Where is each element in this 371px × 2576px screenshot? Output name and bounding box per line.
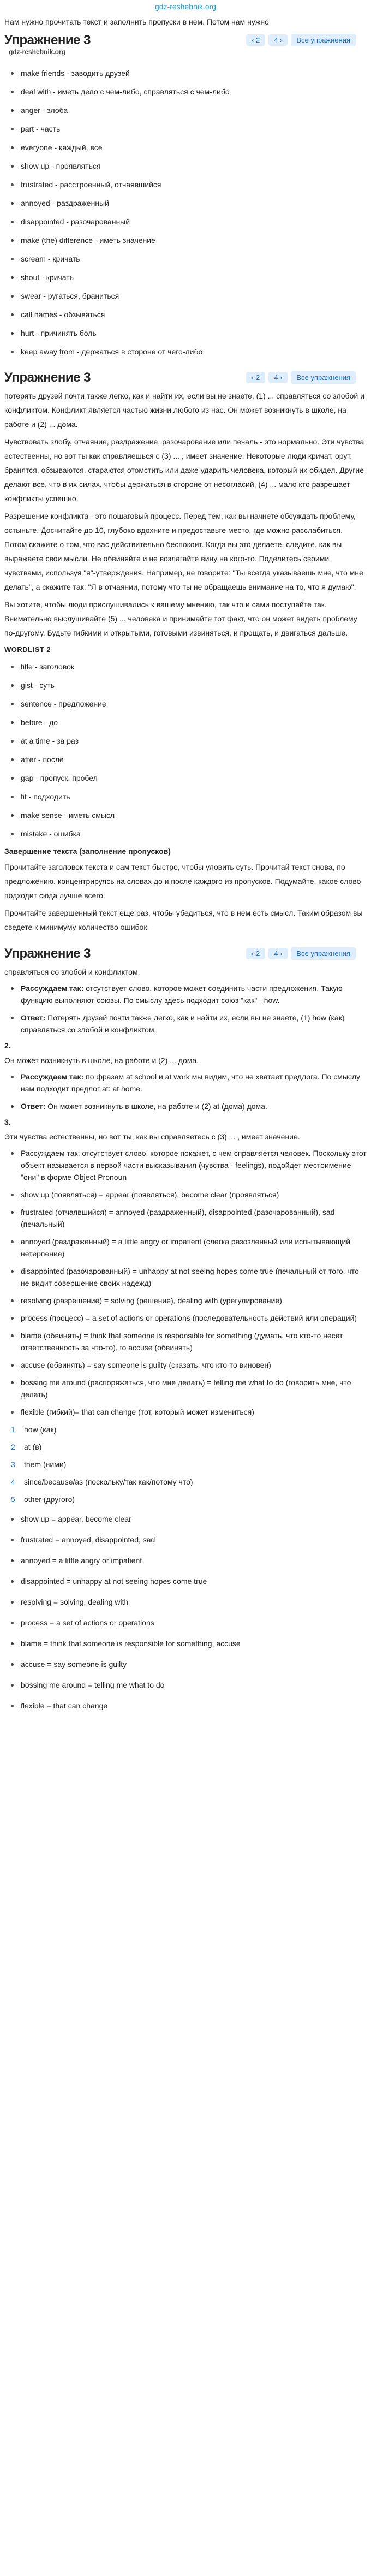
synonym-item: process = a set of actions or operations (10, 1617, 367, 1629)
explanation-item: bossing me around (распоряжаться, что мне делать) = telling me what to do (говорить мне, что делать) (4, 1376, 367, 1400)
explanation-item: blame (обвинять) = think that someone is responsible for something (думать, что кто-то несет ответственность за что-то), to accuse (обвинять) (4, 1329, 367, 1354)
reasoning-text: по фразам at school и at work мы видим, что не хватает предлога. По смыслу нам подходит предлог at: at home. (21, 1072, 361, 1093)
exercise-nav-2 (246, 371, 356, 384)
exercise-2-paragraph: Разрешение конфликта - это пошаговый процесс. Перед тем, как вы начнете обсуждать проблему, остыньте. Досчитайте до 10, глубоко вдохните и предоставьте место, где можно расслабиться. Потом скажите о том, что вас действительно беспокоит. Когда вы это делаете, следите, как вы выражаете свои мысли. Не обвиняйте и не возлагайте вину на кого-то. Поделитесь своими чувствами, используя "я"-утверждения. Например, не говорите: "Ты всегда указываешь мне, что мне делать", а скажите так: "Я в отчаянии, потому что ты не обращаешь внимание на то, что я думаю". (4, 512, 363, 591)
answer-3-block (4, 1147, 367, 1418)
synonym-item: annoyed = a little angry or impatient (10, 1554, 367, 1566)
vocabulary-list-1 (4, 68, 367, 357)
vocabulary-item: everyone - каждый, все (10, 142, 367, 153)
wordlist-item: after - после (10, 754, 367, 765)
reasoning-text: Он может возникнуть в школе, на работе и (2) at (дома) дома. (45, 1102, 267, 1111)
explanation-item: annoyed (раздраженный) = a little angry or impatient (слегка разозленный или испытывающий нетерпение) (4, 1236, 367, 1260)
answer-text: other (другого) (24, 1495, 75, 1504)
wordlist-item: title - заголовок (10, 661, 367, 672)
wordlist-item: before - до (10, 717, 367, 728)
reasoning-text: Потерять друзей почти также легко, как и найти их, если вы не знаете, (1) how (как) справляться со злобой и конфликтом. (21, 1013, 345, 1034)
exercise-2-text (4, 389, 367, 640)
reasoning-item (4, 982, 367, 1006)
answer-number: 2 (11, 1443, 15, 1451)
wordlist-title: WORDLIST 2 (4, 645, 51, 654)
reasoning-item (4, 1100, 367, 1112)
prev-exercise-button[interactable]: ‹ 2 (246, 372, 265, 383)
synonym-item: frustrated = annoyed, disappointed, sad (10, 1534, 367, 1546)
answers-list (4, 1423, 367, 1505)
answer-row (4, 1441, 367, 1453)
question-3-number: 3. (4, 1118, 11, 1126)
reasoning-label: Рассуждаем так: (21, 1072, 84, 1081)
exercise-nav (246, 34, 356, 46)
answer-row (4, 1458, 367, 1470)
answer-text: them (ними) (24, 1460, 67, 1469)
explanation-item: Рассуждаем так: отсутствует слово, которое покажет, с чем справляется человек. Поскольку этот объект называется в первой части высказывания (чувства - feelings), подойдет местоимение "они" в форме Object Pronoun (4, 1147, 367, 1183)
vocabulary-item: scream - кричать (10, 253, 367, 264)
exercise-2 (0, 367, 371, 934)
explanation-item: show up (появляться) = appear (появляться), become clear (проявляться) (4, 1189, 367, 1201)
exercise-2-paragraph: Чувствовать злобу, отчаяние, раздражение, разочарование или печаль - это нормально. Эти чувства естественны, но вот ты как справляешься с (3) ... , имеет значение. Некоторые люди кричат, орут, бранятся, обзываются, стараются отомстить или даже ударить человека, который их обидел. Другие делают все, что в их силах, чтобы держаться в стороне от несогласий, (4) ... мало кто разрешает конфликты успешно. (4, 437, 364, 503)
vocabulary-item: keep away from - держаться в стороне от чего-либо (10, 346, 367, 357)
wordlist-item: fit - подходить (10, 791, 367, 802)
exercise-2-title: Упражнение 3 (4, 370, 91, 385)
vocabulary-item: frustrated - расстроенный, отчаявшийся (10, 179, 367, 190)
gap-filling-paragraph: Прочитайте завершенный текст еще раз, чтобы убедиться, что в нем есть смысл. Таким образом вы сведете к минимуму количество ошибок. (4, 909, 363, 931)
vocabulary-item: make friends - заводить друзей (10, 68, 367, 79)
wordlist-item: sentence - предложение (10, 698, 367, 709)
reasoning-item (4, 1071, 367, 1095)
answer-row (4, 1423, 367, 1435)
synonym-item: disappointed = unhappy at not seeing hopes come true (10, 1575, 367, 1587)
reasoning-label: Ответ: (21, 1102, 46, 1111)
exercise-2-paragraph: потерять друзей почти также легко, как и найти их, если вы не знаете, (1) ... справляться со злобой и конфликтом. Конфликт является частью жизни любого из нас. Он может возникнуть в школе, на работе и (2) ... дома. (4, 391, 364, 429)
synonym-item: resolving = solving, dealing with (10, 1596, 367, 1608)
vocabulary-item: annoyed - раздраженный (10, 198, 367, 209)
synonym-item: show up = appear, become clear (10, 1513, 367, 1525)
prev-exercise-button[interactable]: ‹ 2 (246, 34, 265, 46)
answer-number: 3 (11, 1460, 15, 1469)
explanation-item: flexible (гибкий)= that can change (тот, который может измениться) (4, 1406, 367, 1418)
gap-filling-title: Завершение текста (заполнение пропусков) (4, 847, 171, 856)
vocabulary-item: make (the) difference - иметь значение (10, 235, 367, 246)
wordlist-item: make sense - иметь смысл (10, 810, 367, 821)
wordlist-item: mistake - ошибка (10, 828, 367, 839)
wordlist-item: at a time - за раз (10, 735, 367, 746)
all-exercises-button[interactable]: Все упражнения (291, 947, 356, 960)
all-exercises-button[interactable]: Все упражнения (291, 371, 356, 384)
wordlist-item: gap - пропуск, пробел (10, 773, 367, 784)
vocabulary-item: disappointed - разочарованный (10, 216, 367, 227)
gap-filling-text (4, 860, 367, 934)
synonym-item: accuse = say someone is guilty (10, 1658, 367, 1670)
answer-number: 4 (11, 1477, 15, 1486)
reasoning-item (4, 1012, 367, 1036)
answer-row (4, 1476, 367, 1488)
answer-number: 1 (11, 1425, 15, 1434)
prev-exercise-button[interactable]: ‹ 2 (246, 948, 265, 959)
next-exercise-button[interactable]: 4 › (268, 34, 288, 46)
synonym-item: flexible = that can change (10, 1700, 367, 1712)
exercise-1 (0, 29, 371, 357)
vocabulary-item: deal with - иметь дело с чем-либо, справляться с чем-либо (10, 86, 367, 97)
exercise-3-lead: справляться со злобой и конфликтом. (4, 968, 140, 976)
question-2-number: 2. (4, 1041, 11, 1050)
reasoning-label: Рассуждаем так: (21, 984, 84, 993)
exercise-3 (0, 943, 371, 1712)
explanation-item: resolving (разрешение) = solving (решение), dealing with (урегулирование) (4, 1295, 367, 1307)
exercise-2-paragraph: Вы хотите, чтобы люди прислушивались к вашему мнению, так что и сами поступайте так. Внимательно выслушивайте (5) ... человека и принимайте тот факт, что он может видеть проблему по-другому. Будьте гибкими и открытыми, готовыми извиняться, и прощать, и двигаться дальше. (4, 600, 357, 637)
question-2-text: Он может возникнуть в школе, на работе и (2) ... дома. (4, 1056, 199, 1065)
answer-text: since/because/as (поскольку/так как/потому что) (24, 1477, 193, 1486)
vocabulary-item: shout - кричать (10, 272, 367, 283)
intro-text: Нам нужно прочитать текст и заполнить пропуски в нем. Потом нам нужно (4, 17, 269, 26)
exercise-nav-3 (246, 947, 356, 960)
synonyms-list (4, 1513, 367, 1712)
watermark: gdz-reshebnik.org (9, 48, 66, 56)
wordlist-item: gist - суть (10, 680, 367, 691)
synonym-item: blame = think that someone is responsible for something, accuse (10, 1637, 367, 1649)
explanation-item: disappointed (разочарованный) = unhappy at not seeing hopes come true (печальный от того, что не видит совершение своих надежд) (4, 1265, 367, 1289)
vocabulary-item: anger - злоба (10, 105, 367, 116)
synonym-item: bossing me around = telling me what to do (10, 1679, 367, 1691)
answer-text: at (в) (24, 1443, 42, 1451)
exercise-1-title: Упражнение 3 (4, 33, 91, 48)
vocabulary-item: swear - ругаться, браниться (10, 290, 367, 301)
reasoning-label: Ответ: (21, 1013, 46, 1022)
gap-filling-paragraph: Прочитайте заголовок текста и сам текст быстро, чтобы уловить суть. Прочитай текст снова, по предложению, концентрируясь на словах до и после каждого из пропусков. Подумайте, какое слово подходит сюда лучше всего. (4, 863, 361, 900)
answer-2-block (4, 1071, 367, 1112)
answer-text: how (как) (24, 1425, 57, 1434)
question-3-text: Эти чувства естественны, но вот ты, как вы справляетесь с (3) ... , имеет значение. (4, 1132, 300, 1141)
answer-1-block (4, 982, 367, 1036)
explanation-item: frustrated (отчаявшийся) = annoyed (раздраженный), disappointed (разочарованный), sad (печальный) (4, 1206, 367, 1230)
vocabulary-item: call names - обзываться (10, 309, 367, 320)
all-exercises-button[interactable]: Все упражнения (291, 34, 356, 46)
vocabulary-item: hurt - причинять боль (10, 328, 367, 339)
next-exercise-button[interactable]: 4 › (268, 948, 288, 959)
answer-number: 5 (11, 1495, 15, 1504)
exercise-3-title: Упражнение 3 (4, 946, 91, 961)
next-exercise-button[interactable]: 4 › (268, 372, 288, 383)
explanation-item: process (процесс) = a set of actions or operations (последовательность действий или операций) (4, 1312, 367, 1324)
vocabulary-item: part - часть (10, 123, 367, 134)
answer-row (4, 1493, 367, 1505)
explanation-item: accuse (обвинять) = say someone is guilty (сказать, что кто-то виновен) (4, 1359, 367, 1371)
site-watermark-top[interactable]: gdz-reshebnik.org (154, 2, 217, 11)
reasoning-text: отсутствует слово, которое может соединить части предложения. Такую функцию выполняют союзы. По смыслу здесь подходит союз "как" - how. (21, 984, 343, 1005)
wordlist-2 (4, 661, 367, 839)
vocabulary-item: show up - проявляться (10, 161, 367, 171)
